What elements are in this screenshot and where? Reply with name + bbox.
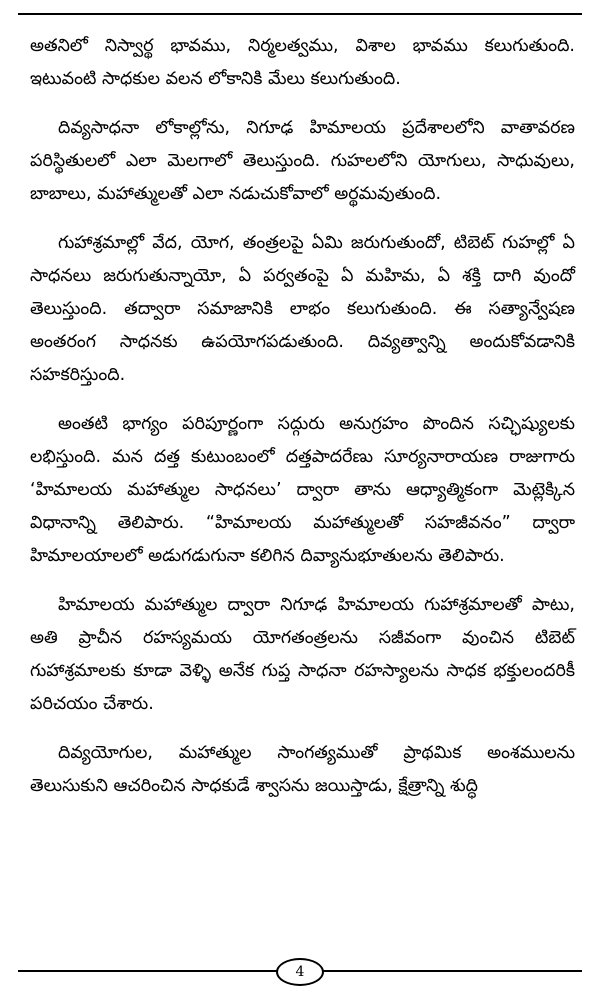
page-number: 4 bbox=[276, 958, 324, 986]
page-body bbox=[30, 30, 575, 803]
paragraph-2: దివ్యసాధనా లోకాల్లోను, నిగూఢ హిమాలయ ప్రదేశాలలోని వాతావరణ పరిస్థితులలో ఎలా మెలగాలో తెలుస్తుంది. గుహలలోని యోగులు, సాధువులు, బాబాలు, మహాత్ములతో ఎలా నడుచుకోవాలో అర్థమవుతుంది. bbox=[30, 118, 575, 204]
paragraph-1: అతనిలో నిస్వార్థ భావము, నిర్మలత్వము, విశాల భావము కలుగుతుంది. ఇటువంటి సాధకుల వలన లోకానికి మేలు కలుగుతుంది. bbox=[30, 36, 575, 89]
paragraph-4: అంతటి భాగ్యం పరిపూర్ణంగా సద్గురు అనుగ్రహం పొందిన సచ్ఛిష్యులకు లభిస్తుంది. మన దత్త కుటుంబంలో దత్తపాదరేణు సూర్యనారాయణ రాజుగారు ‘హిమాలయ మహాత్ముల సాధనలు’ ద్వారా తాను ఆధ్యాత్మికంగా మెట్లెక్కిన విధానాన్ని తెలిపారు. “హిమాలయ మహాత్ములతో సహజీవనం” ద్వారా హిమాలయాలలో అడుగడుగునా కలిగిన దివ్యానుభూతులను తెలిపారు. bbox=[30, 414, 575, 566]
paragraph-5: హిమాలయ మహాత్ముల ద్వారా నిగూఢ హిమాలయ గుహాశ్రమాలతో పాటు, అతి ప్రాచీన రహస్యమయ యోగతంత్రలను సజీవంగా వుంచిన టిబెట్ గుహాశ్రమాలకు కూడా వెళ్ళి అనేక గుప్త సాధనా రహస్యాలను సాధక భక్తులందరికీ పరిచయం చేశారు. bbox=[30, 595, 575, 714]
top-rule bbox=[18, 13, 582, 15]
paragraph-6: దివ్యయోగుల, మహాత్ముల సాంగత్యముతో ప్రాథమిక అంశములను తెలుసుకుని ఆచరించిన సాధకుడే శ్వాసను జయిస్తాడు, క్షేత్రాన్ని శుద్ధి bbox=[30, 743, 575, 796]
paragraph-3: గుహాశ్రమాల్లో వేద, యోగ, తంత్రలపై ఏమి జరుగుతుందో, టిబెట్ గుహల్లో ఏ సాధనలు జరుగుతున్నాయో, ఏ పర్వతంపై ఏ మహిమ, ఏ శక్తి దాగి వుందో తెలుస్తుంది. తద్వారా సమాజానికి లాభం కలుగుతుంది. ఈ సత్యాన్వేషణ అంతరంగ సాధనకు ఉపయోగపడుతుంది. దివ్యత్వాన్ని అందుకోవడానికి సహకరిస్తుంది. bbox=[30, 233, 575, 385]
